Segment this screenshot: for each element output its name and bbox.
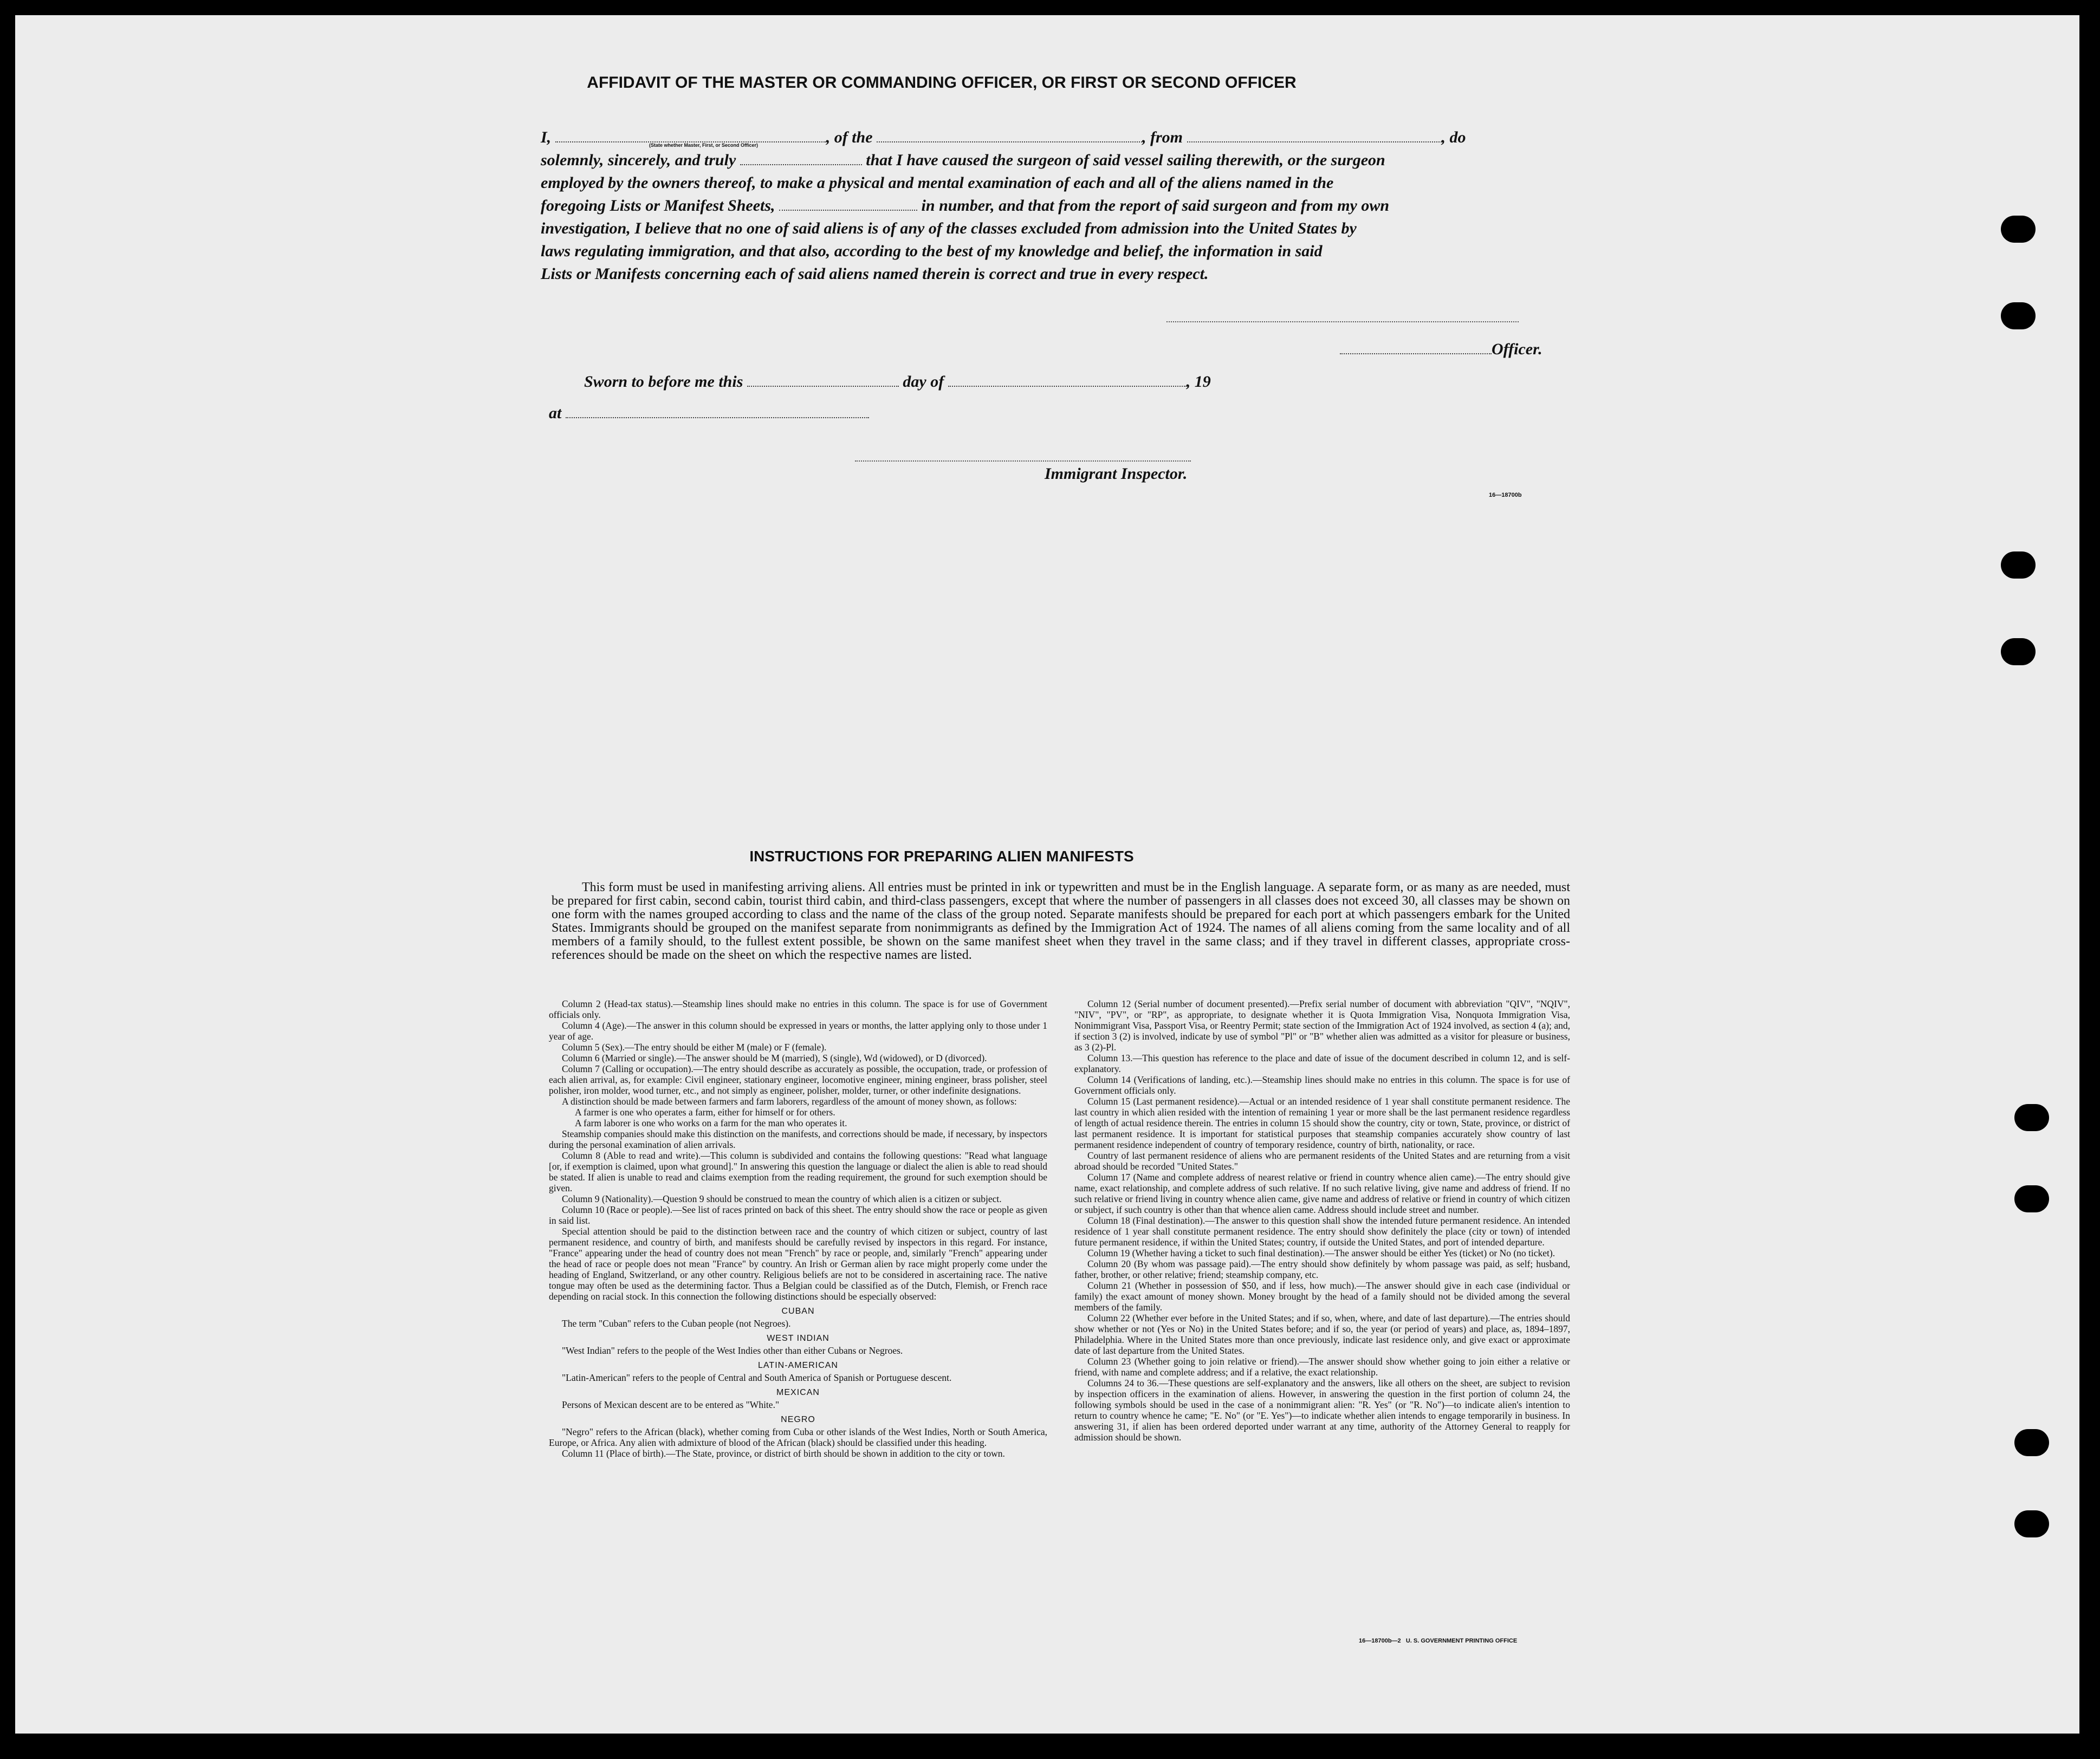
instruction-paragraph: Column 11 (Place of birth).—The State, province, or district of birth should be shown in addition to the city or town.: [562, 1448, 1005, 1459]
port-field[interactable]: [1187, 141, 1442, 142]
inspector-signature-line[interactable]: [855, 460, 1191, 462]
do-label: , do: [1441, 128, 1466, 146]
affidavit-i-label: I,: [541, 128, 552, 146]
instruction-paragraph: A farm laborer is one who works on a farm for the man who operates it.: [575, 1118, 847, 1128]
punch-hole: [2014, 1185, 2049, 1212]
of-the-label: , of the: [826, 128, 873, 146]
document-page: [15, 15, 2079, 1734]
affidavit-title: AFFIDAVIT OF THE MASTER OR COMMANDING OFFICER, OR FIRST OR SECOND OFFICER: [587, 74, 1297, 92]
definition-latin-american: "Latin-American" refers to the people of Central and South America of Spanish or Portuguese descent.: [562, 1372, 952, 1383]
sheet-count-field[interactable]: [779, 209, 917, 211]
instruction-paragraph: Column 19 (Whether having a ticket to such final destination).—The answer should be either Yes (ticket) or No (no ticket).: [1087, 1248, 1555, 1258]
instruction-paragraph: A farmer is one who operates a farm, either for himself or for others.: [575, 1107, 835, 1118]
at-label: at: [549, 404, 562, 422]
instruction-paragraph: Column 10 (Race or people).—See list of races printed on back of this sheet. The entry should show the race or people as given in said list.: [549, 1204, 1047, 1226]
inspector-label: Immigrant Inspector.: [1045, 465, 1188, 483]
affidavit-line5: investigation, I believe that no one of said aliens is of any of the classes excluded from admission into the United States by: [541, 219, 1357, 237]
punch-hole: [2014, 1104, 2049, 1131]
instructions-title: INSTRUCTIONS FOR PREPARING ALIEN MANIFESTS: [749, 848, 1134, 865]
punch-hole: [2001, 302, 2036, 329]
instruction-paragraph: Column 17 (Name and complete address of nearest relative or friend in country whence alien came).—The entry should give name, exact relationship, and complete address of such relative. If no such relative living, give name and address of friend. If no such relative or friend living in country whence alien came, give name and address of relative or friend in country of which citizen or subject, if such country is other than that whence alien came. Address should include street and number.: [1074, 1172, 1570, 1215]
instruction-paragraph: Column 13.—This question has reference to the place and date of issue of the document described in column 12, and is self-explanatory.: [1074, 1053, 1570, 1074]
day-of-label: day of: [903, 373, 944, 391]
from-label: , from: [1142, 128, 1183, 146]
officer-signature-row: [1340, 340, 1542, 359]
instruction-paragraph: Column 5 (Sex).—The entry should be either M (male) or F (female).: [562, 1042, 827, 1053]
definition-mexican: Persons of Mexican descent are to be entered as "White.": [562, 1399, 780, 1410]
instruction-paragraph: A distinction should be made between farmers and farm laborers, regardless of the amount of money shown, as follows:: [562, 1096, 1017, 1107]
affidavit-line4a: foregoing Lists or Manifest Sheets,: [541, 197, 775, 215]
section-heading-cuban: CUBAN: [781, 1307, 815, 1316]
punch-hole: [2014, 1510, 2049, 1537]
instruction-paragraph: Column 12 (Serial number of document presented).—Prefix serial number of document with abbreviation "QIV", "NQIV", "NIV", "PV", or "RP", as appropriate, to designate whether it is Quota Immigration Visa, Nonquota Immigration Visa, Nonimmigrant Visa, Passport Visa, or Reentry Permit; state section of the Immigration Act of 1924 involved, as section 4 (a); and, if section 3 (2) is involved, indicate by use of symbol "Pl" or "B" whether alien was admitted as a visitor for pleasure or business, as 3 (2)-Pl.: [1074, 998, 1570, 1053]
instruction-paragraph: Country of last permanent residence of aliens who are permanent residents of the United States and are returning from a visit abroad should be recorded "United States.": [1074, 1150, 1570, 1172]
instructions-right-column: [1074, 998, 1570, 1443]
vessel-name-field[interactable]: [877, 141, 1142, 142]
instruction-paragraph: Column 9 (Nationality).—Question 9 should be construed to mean the country of which alien is a citizen or subject.: [562, 1193, 1002, 1204]
printing-office-footer: 16—18700b—2 U. S. GOVERNMENT PRINTING OFFICE: [1359, 1638, 1518, 1644]
form-number: 16—18700b: [1489, 492, 1522, 498]
affidavit-line4b: in number, and that from the report of said surgeon and from my own: [921, 197, 1390, 215]
instruction-paragraph: Column 2 (Head-tax status).—Steamship lines should make no entries in this column. The space is for use of Government officials only.: [549, 998, 1047, 1020]
affidavit-body: [541, 126, 1567, 285]
sworn-label: Sworn to before me this: [584, 373, 743, 391]
instructions-intro: [552, 881, 1570, 962]
instruction-paragraph: Special attention should be paid to the distinction between race and the country of which citizen or subject, country of last permanent residence, and country of birth, and manifests should be carefully revised by inspectors in this regard. For instance, "France" appearing under the head of country does not mean "French" by race or people, and, similarly "French" appearing under the head of race or people does not mean "France" by country. An Irish or German alien by race might properly come under the heading of England, Switzerland, or any other country. Religious beliefs are not to be considered in ascertaining race. The native tongue may often be used as the determining factor. Thus a Belgian could be classified as of the Dutch, Flemish, or French race depending on racial stock. In this connection the following distinctions should be especially observed:: [549, 1226, 1047, 1302]
state-hint: (State whether Master, First, or Second Officer): [649, 142, 759, 148]
definition-cuban: The term "Cuban" refers to the Cuban people (not Negroes).: [562, 1318, 791, 1329]
section-heading-west-indian: WEST INDIAN: [767, 1334, 829, 1343]
year-label: , 19: [1186, 373, 1211, 391]
instruction-paragraph: Steamship companies should make this distinction on the manifests, and corrections should be made, if necessary, by inspectors during the personal examination of alien arrivals.: [549, 1128, 1047, 1150]
instruction-paragraph: Column 18 (Final destination).—The answer to this question shall show the intended future permanent residence. An intended residence of 1 year shall constitute permanent residence. The entry should show definitely the place (city or town) of intended future permanent residence, if within the United States; country, if outside the United States, and port of intended departure.: [1074, 1215, 1570, 1248]
sworn-day-field[interactable]: [747, 385, 899, 387]
at-row: [549, 404, 869, 423]
instruction-paragraph: Column 14 (Verifications of landing, etc.).—Steamship lines should make no entries in this column. The space is for use of Government officials only.: [1074, 1074, 1570, 1096]
sworn-month-field[interactable]: [948, 385, 1187, 387]
sworn-row: [584, 373, 1211, 391]
definition-negro: "Negro" refers to the African (black), whether coming from Cuba or other islands of the West Indies, North or South America, Europe, or Africa. Any alien with admixture of blood of the African (black) should be classified under this heading.: [549, 1426, 1047, 1448]
section-heading-latin-american: LATIN-AMERICAN: [758, 1361, 838, 1370]
instruction-paragraph: Column 6 (Married or single).—The answer should be M (married), S (single), Wd (widowed), or D (divorced).: [562, 1053, 987, 1063]
officer-title-field[interactable]: [1340, 353, 1492, 354]
punch-hole: [2014, 1429, 2049, 1456]
affidavit-line6: laws regulating immigration, and that also, according to the best of my knowledge and belief, the information in said: [541, 242, 1323, 260]
instruction-paragraph: Column 22 (Whether ever before in the United States; and if so, when, where, and date of last departure).—The entries should show whether or not (Yes or No) in the United States before; and if so, the year (or period of years) and place, as, 1894–1897, Philadelphia. Where in the United States more than once previously, indicate last residence only, and give exact or approximate date of last departure from the United States.: [1074, 1313, 1570, 1356]
affidavit-line2b: that I have caused the surgeon of said vessel sailing therewith, or the surgeon: [866, 151, 1385, 169]
instruction-paragraph: Column 7 (Calling or occupation).—The entry should describe as accurately as possible, the occupation, trade, or profession of each alien arrival, as, for example: Civil engineer, stationary engineer, locomotive engineer, mining engineer, brass polisher, steel polisher, iron molder, wood turner, etc., and not simply as engineer, polisher, molder, turner, or other indefinite designations.: [549, 1063, 1047, 1096]
instructions-left-column: [549, 998, 1047, 1459]
instruction-paragraph: Columns 24 to 36.—These questions are self-explanatory and the answers, like all others on the sheet, are subject to revision by inspection officers in the examination of aliens. However, in answering the question in the first portion of column 24, the following symbols should be used in the case of a nonimmigrant alien: "R. Yes" (or "R. No")—to indicate alien's intention to return to country whence he came; "E. No" (or "E. Yes")—to indicate whether alien intends to engage temporarily in business. In answering 31, if alien has been ordered deported under warrant at any time, authority of the Attorney General to reapply for admission should be shown.: [1074, 1378, 1570, 1443]
officer-label: Officer.: [1492, 340, 1542, 358]
section-heading-negro: NEGRO: [781, 1415, 815, 1424]
affidavit-line7: Lists or Manifests concerning each of said aliens named therein is correct and true in every respect.: [541, 265, 1209, 283]
instruction-paragraph: Column 15 (Last permanent residence).—Actual or an intended residence of 1 year shall constitute permanent residence. The last country in which alien resided with the intention of remaining 1 year or more shall be the last permanent residence regardless of length of actual residence therein. The entries in column 15 should show the country, city or town, State, province, or district of last permanent residence. It is important for statistical purposes that steamship companies accurately show country of last permanent residence independent of country of temporary residence, country of birth, nationality, or race.: [1074, 1096, 1570, 1150]
punch-hole: [2001, 638, 2036, 665]
affidavit-line3: employed by the owners thereof, to make a physical and mental examination of each and all of the aliens named in the: [541, 174, 1334, 192]
instruction-paragraph: Column 23 (Whether going to join relative or friend).—The answer should show whether going to join either a relative or friend, with name and complete address; and if a relative, the exact relationship.: [1074, 1356, 1570, 1378]
instruction-paragraph: Column 21 (Whether in possession of $50, and if less, how much).—The answer should give in each case (individual or family) the exact amount of money shown. Money brought by the head of a family should not be divided among the several members of the family.: [1074, 1280, 1570, 1313]
instruction-paragraph: Column 20 (By whom was passage paid).—The entry should show definitely by whom passage was paid, as self; husband, father, brother, or other relative; friend; steamship company, etc.: [1074, 1258, 1570, 1280]
section-heading-mexican: MEXICAN: [776, 1388, 820, 1397]
definition-west-indian: "West Indian" refers to the people of the West Indies other than either Cubans or Negroes.: [562, 1345, 903, 1356]
punch-hole: [2001, 216, 2036, 243]
instruction-paragraph: Column 4 (Age).—The answer in this column should be expressed in years or months, the latter applying only to those under 1 year of age.: [549, 1020, 1047, 1042]
affidavit-line2a: solemnly, sincerely, and truly: [541, 151, 736, 169]
intro-paragraph: This form must be used in manifesting arriving aliens. All entries must be printed in ink or typewritten and must be in the English language. A separate form, or as many as are needed, must be prepared for first cabin, second cabin, tourist third cabin, and third-class passengers, except that where the number of passengers in all classes does not exceed 30, all classes may be shown on one form with the names grouped according to class and the name of the class of the group noted. Separate manifests should be prepared for each port at which passengers embark for the United States. Immigrants should be grouped on the manifest separate from nonimmigrants as defined by the Immigration Act of 1924. The names of all aliens coming from the same locality and of all members of a family should, to the fullest extent possible, be shown on the same manifest sheet when they travel in the same class; and if they travel in different classes, appropriate cross-references should be made on the sheet on which the respective names are listed.: [552, 880, 1570, 962]
signature-line[interactable]: [1166, 321, 1519, 322]
punch-hole: [2001, 551, 2036, 579]
instruction-paragraph: Column 8 (Able to read and write).—This column is subdivided and contains the following questions: "Read what language [or, if exemption is claimed, upon what ground]." In answering this question the language or dialect the alien is able to read should be stated. If alien is unable to read and claims exemption from the reading requirement, the ground for such exemption should be given.: [549, 1150, 1047, 1193]
sworn-place-field[interactable]: [566, 417, 869, 418]
surgeon-count-field[interactable]: [740, 164, 862, 165]
